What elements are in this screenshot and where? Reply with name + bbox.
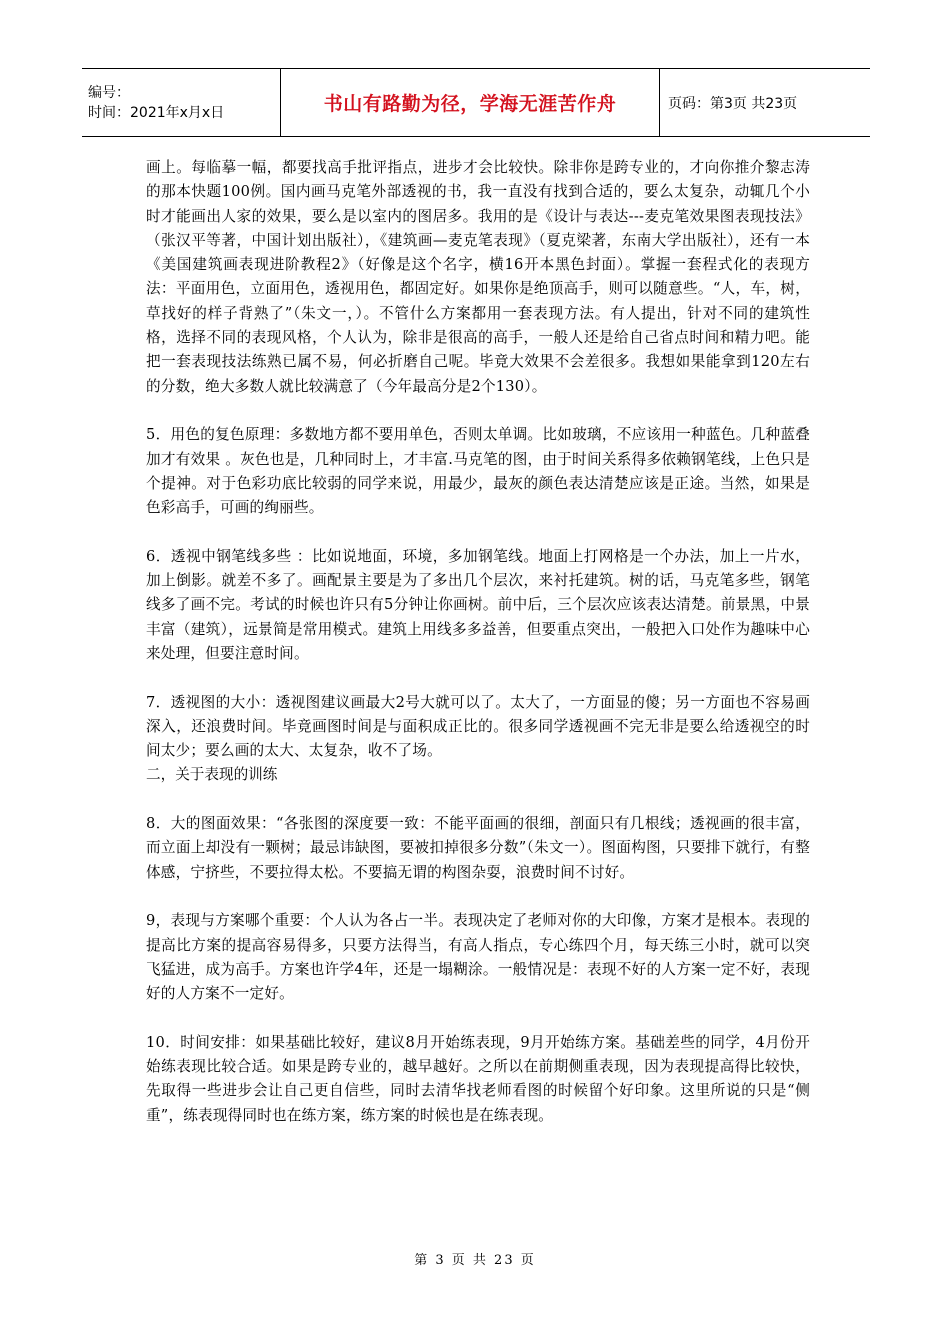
paragraph-item-7: 7．透视图的大小：透视图建议画最大2号大就可以了。太大了，一方面显的傻；另一方面也不容易画深入，还浪费时间。毕竟画图时间是与面积成正比的。很多同学透视画不完无非是要么给透视空的时间太少；要么画的太大、太复杂，收不了场。 (146, 693, 810, 760)
page-footer: 第 3 页 共 23 页 (414, 1253, 536, 1268)
header-page-info: 页码：第3页 共23页 (668, 95, 798, 112)
document-date-label: 时间：2021年x月x日 (88, 104, 225, 121)
page-header (82, 68, 870, 137)
paragraph-item-6: 6．透视中钢笔线多些 ：比如说地面，环境，多加钢笔线。地面上打网格是一个办法，加上一片水，加上倒影。就差不多了。画配景主要是为了多出几个层次，来衬托建筑。树的话，马克笔多些，钢笔线多了画不完。考试的时候也许只有5分钟让你画树。前中后，三个层次应该表达清楚。前景黑，中景丰富（建筑），远景简是常用模式。建筑上用线多多益善，但要重点突出，一般把入口处作为趣味中心来处理，但要注意时间。 (146, 547, 810, 662)
paragraph-continuation: 画上。每临摹一幅，都要找高手批评指点，进步才会比较快。除非你是跨专业的，才向你推介黎志涛的那本快题100例。国内画马克笔外部透视的书，我一直没有找到合适的，要么太复杂，动辄几个小时才能画出人家的效果，要么是以室内的图居多。我用的是《设计与表达---麦克笔效果图表现技法》（张汉平等著，中国计划出版社），《建筑画—麦克笔表现》（夏克梁著，东南大学出版社），还有一本《美国建筑画表现进阶教程2》（好像是这个名字，横16开本黑色封面）。掌握一套程式化的表现方法：平面用色，立面用色，透视用色，都固定好。如果你是绝顶高手，则可以随意些。“人，车，树，草找好的样子背熟了”（朱文一，）。不管什么方案都用一套表现方法。有人提出，针对不同的建筑性格，选择不同的表现风格，个人认为，除非是很高的高手，一般人还是给自己省点时间和精力吧。能把一套表现技法练熟已属不易，何必折磨自己呢。毕竟大效果不会差很多。我想如果能拿到120左右的分数，绝大多数人就比较满意了（今年最高分是2个130）。 (146, 159, 810, 395)
document-body (146, 156, 810, 1152)
header-motto: 书山有路勤为径，学海无涯苦作舟 (323, 93, 617, 115)
paragraph-item-8: 8．大的图面效果：“各张图的深度要一致：不能平面画的很细，剖面只有几根线；透视画的很丰富，而立面上却没有一颗树；最忌讳缺图，要被扣掉很多分数”（朱文一）。图面构图，只要排下就行，有整体感，宁挤些，不要拉得太松。不要搞无谓的构图杂耍，浪费时间不讨好。 (146, 815, 810, 881)
section-heading: 二，关于表现的训练 (146, 766, 278, 784)
paragraph-item-10: 10．时间安排：如果基础比较好，建议8月开始练表现，9月开始练方案。基础差些的同学，4月份开始练表现比较合适。如果是跨专业的，越早越好。之所以在前期侧重表现，因为表现提高得比较快，先取得一些进步会让自己更自信些，同时去清华找老师看图的时候留个好印象。这里所说的只是“侧重”，练表现得同时也在练方案，练方案的时候也是在练表现。 (146, 1033, 810, 1124)
header-meta-cell (82, 69, 281, 137)
paragraph-item-5: 5．用色的复色原理：多数地方都不要用单色，否则太单调。比如玻璃，不应该用一种蓝色。几种蓝叠加才有效果 。灰色也是，几种同时上，才丰富.马克笔的图，由于时间关系得多依赖钢笔线，上色只是个提神。对于色彩功底比较弱的同学来说，用最少，最灰的颜色表达清楚应该是正途。当然，如果是色彩高手，可画的绚丽些。 (146, 426, 810, 517)
paragraph-item-9: 9，表现与方案哪个重要：个人认为各占一半。表现决定了老师对你的大印像，方案才是根本。表现的提高比方案的提高容易得多，只要方法得当，有高人指点，专心练四个月，每天练三小时，就可以突飞猛进，成为高手。方案也许学4年，还是一塌糊涂。一般情况是：表现不好的人方案一定不好，表现好的人方案不一定好。 (146, 912, 810, 1003)
header-page-cell (660, 69, 871, 137)
document-number-label: 编号： (88, 84, 130, 101)
header-motto-cell (281, 69, 660, 137)
